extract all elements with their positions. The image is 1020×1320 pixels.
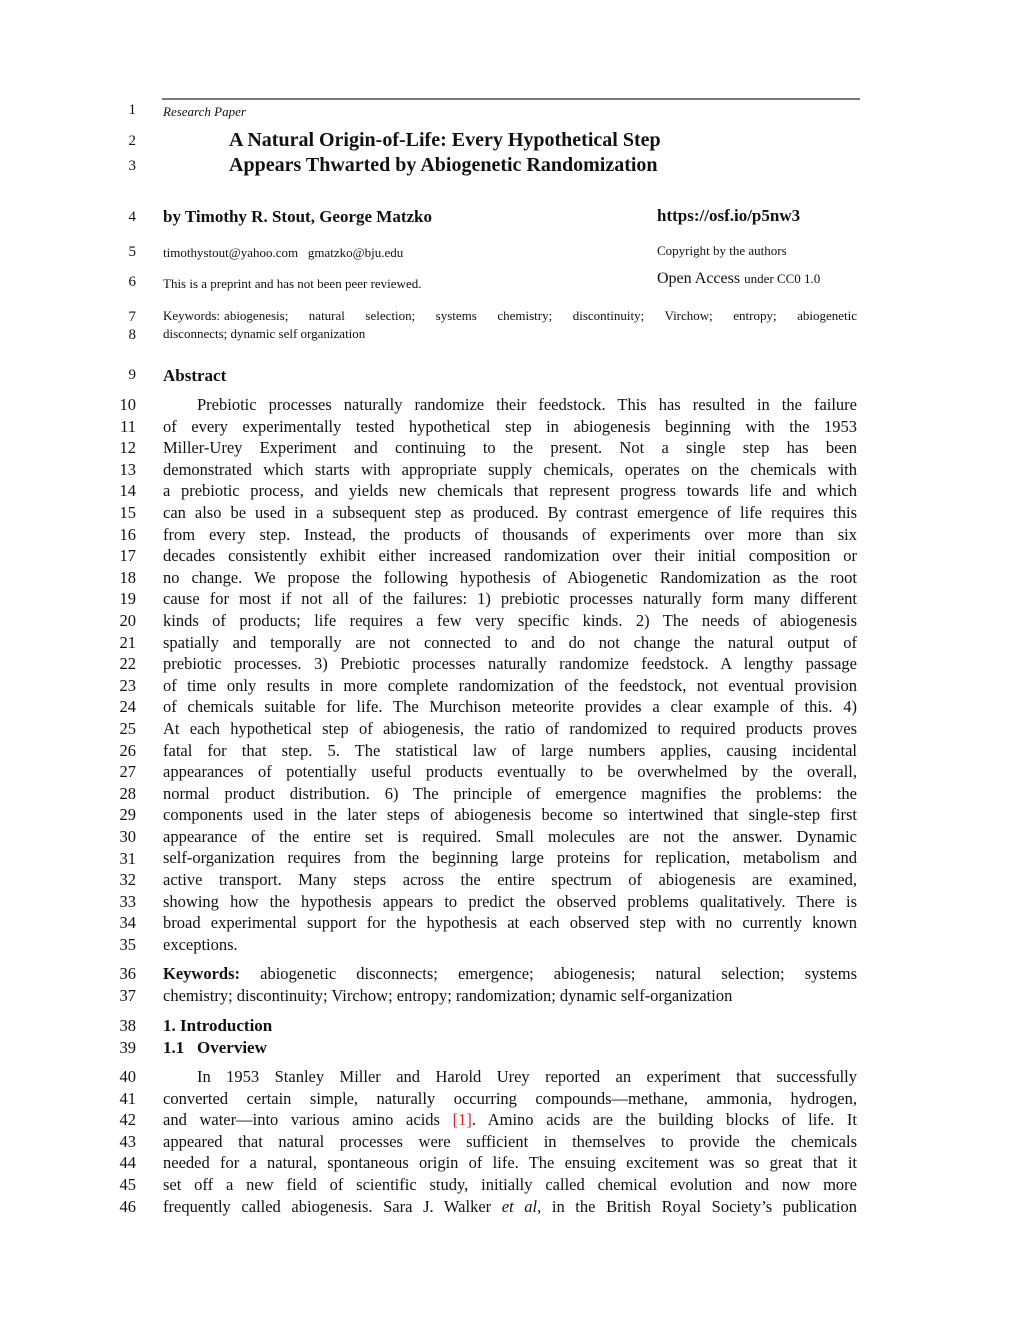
abstract-line: can also be used in a subsequent step as produced. By contrast emergence of life requires this [163,502,857,522]
line-number: 5 [128,244,136,260]
intro-line: and water—into various amino acids [1]. Amino acids are the building blocks of life. It [163,1110,857,1130]
line-number: 2 [128,133,136,149]
line-number: 12 [119,438,136,458]
abstract-line: components used in the later steps of abiogenesis become so intertwined that single-step first [163,805,857,825]
abstract-line: spatially and temporally are not connected to and do not change the natural output of [163,632,857,652]
article-type: Research Paper [163,104,246,119]
section-heading-introduction: 1. Introduction [163,1016,273,1035]
line-number: 7 [128,309,136,325]
open-access-note [657,270,820,288]
keywords-label: Keywords: [163,964,240,983]
line-number: 42 [119,1110,136,1130]
line-number: 10 [119,395,136,414]
abstract-line: from every step. Instead, the products of thousands of experiments over more than six [163,524,857,544]
keywords-text: abiogenetic disconnects; emergence; abiogenesis; natural selection; systems [260,964,857,983]
intro-line: frequently called abiogenesis. Sara J. Walker et al, in the British Royal Society’s publication [163,1196,857,1216]
abstract-line: decades consistently exhibit either increased randomization over their initial composition or [163,546,857,566]
line-number: 19 [119,589,136,609]
line-number: 46 [119,1196,136,1216]
line-number: 23 [119,675,136,695]
abstract-keywords-line1 [163,963,857,985]
intro-line: needed for a natural, spontaneous origin of life. The ensuing excitement was so great that it [163,1153,857,1173]
line-number: 3 [128,158,136,174]
line-number: 31 [119,848,136,868]
keywords-text: abiogenesis; natural selection; systems chemistry; discontinuity; Virchow; entropy; abiogenetic [224,308,857,323]
subsection-heading-overview: 1.1 Overview [163,1038,267,1057]
line-number: 17 [119,546,136,566]
abstract-line: broad experimental support for the hypothesis at each observed step with no currently known [163,913,857,933]
line-number: 40 [119,1067,136,1086]
abstract-line: a prebiotic process, and yields new chemicals that represent progress towards life and which [163,481,857,501]
intro-line: converted certain simple, naturally occurring compounds—methane, ammonia, hydrogen, [163,1088,857,1108]
abstract-line: prebiotic processes. 3) Prebiotic processes naturally randomize feedstock. A lengthy passage [163,654,857,674]
abstract-line: demonstrated which starts with appropriate supply chemicals, operates on the chemicals with [163,459,857,479]
line-number: 15 [119,503,136,522]
line-number: 6 [128,274,136,290]
line-number: 8 [128,327,136,343]
abstract-line: At each hypothetical step of abiogenesis, the ratio of randomized to required products proves [163,718,857,738]
line-number: 16 [119,524,136,544]
line-number: 41 [119,1088,136,1108]
abstract-heading: Abstract [163,366,227,385]
abstract-line: active transport. Many steps across the entire spectrum of abiogenesis are examined, [163,870,857,890]
citation-link-1[interactable]: [1] [452,1110,472,1130]
abstract-line: of time only results in more complete randomization of the feedstock, not eventual provision [163,675,857,695]
line-number: 29 [119,805,136,825]
author-list: by Timothy R. Stout, George Matzko [163,207,433,226]
line-number: 27 [119,762,136,782]
header-keywords-line1 [163,307,857,325]
line-number: 44 [119,1153,136,1173]
intro-line: appeared that natural processes were sufficient in themselves to provide the chemicals [163,1131,857,1151]
line-number: 1 [128,102,136,118]
line-number: 24 [119,697,136,717]
abstract-line: Miller-Urey Experiment and continuing to the present. Not a single step has been [163,438,857,458]
abstract-keywords-line2: chemistry; discontinuity; Virchow; entropy; randomization; dynamic self-organization [163,985,733,1005]
line-number: 26 [119,740,136,760]
line-number: 35 [119,935,136,954]
abstract-line: cause for most if not all of the failures: 1) prebiotic processes naturally form many different [163,589,857,609]
line-number: 38 [119,1016,136,1035]
line-number: 45 [119,1175,136,1194]
copyright-note: Copyright by the authors [657,243,787,258]
preprint-note: This is a preprint and has not been peer reviewed. [163,276,422,291]
keywords-label: Keywords: [163,308,221,323]
header-keywords-line2: disconnects; dynamic self organization [163,326,366,341]
abstract-line: kinds of products; life requires a few very specific kinds. 2) The needs of abiogenesis [163,610,857,630]
intro-line: set off a new field of scientific study, initially called chemical evolution and now more [163,1174,857,1194]
abstract-line: appearances of potentially useful products eventually to be overwhelmed by the overall, [163,762,857,782]
line-number: 25 [119,719,136,738]
line-number: 9 [128,367,136,383]
line-number: 13 [119,459,136,479]
abstract-line: no change. We propose the following hypothesis of Abiogenetic Randomization as the root [163,567,857,587]
line-number: 28 [119,783,136,803]
intro-line: In 1953 Stanley Miller and Harold Urey reported an experiment that successfully [197,1067,857,1086]
line-number: 37 [119,985,136,1005]
line-number: 36 [119,964,136,983]
line-number: 43 [119,1131,136,1151]
abstract-line: exceptions. [163,934,238,954]
abstract-line: of every experimentally tested hypothetical step in abiogenesis beginning with the 1953 [163,416,857,436]
line-number: 22 [119,654,136,674]
abstract-line: Prebiotic processes naturally randomize their feedstock. This has resulted in the failure [197,395,857,414]
line-number: 11 [120,416,136,436]
header-rule [162,98,860,100]
line-number: 30 [119,827,136,846]
line-number: 21 [119,632,136,652]
header-keywords [163,307,857,343]
abstract-line: normal product distribution. 6) The principle of emergence magnifies the problems: the [163,783,857,803]
line-number: 32 [119,870,136,890]
open-access-label: Open Access [657,270,741,287]
abstract-line: showing how the hypothesis appears to predict the observed problems qualitatively. There is [163,891,857,911]
line-number: 18 [119,567,136,587]
osf-link[interactable]: https://osf.io/p5nw3 [657,206,801,225]
abstract-line: appearance of the entire set is required. Small molecules are not the answer. Dynamic [163,826,857,846]
line-number: 14 [119,481,136,501]
abstract-line: self-organization requires from the beginning large proteins for replication, metabolism and [163,848,857,868]
author-emails: timothystout@yahoo.com gmatzko@bju.edu [163,245,404,260]
line-number: 20 [119,611,136,630]
paper-title-line1: A Natural Origin-of-Life: Every Hypothetical Step [229,129,661,151]
paper-title-line2: Appears Thwarted by Abiogenetic Randomization [229,154,658,176]
license-label: under CC0 1.0 [744,271,821,286]
introduction-body [163,1066,857,1217]
abstract-keywords [163,963,857,1006]
line-number: 4 [128,209,136,225]
abstract-body [163,394,857,955]
line-number: 33 [119,891,136,911]
line-number: 34 [119,913,136,933]
line-number: 39 [119,1038,136,1057]
abstract-line: fatal for that step. 5. The statistical law of large numbers applies, causing incidental [163,740,857,760]
abstract-line: of chemicals suitable for life. The Murchison meteorite provides a clear example of this. 4) [163,697,857,717]
